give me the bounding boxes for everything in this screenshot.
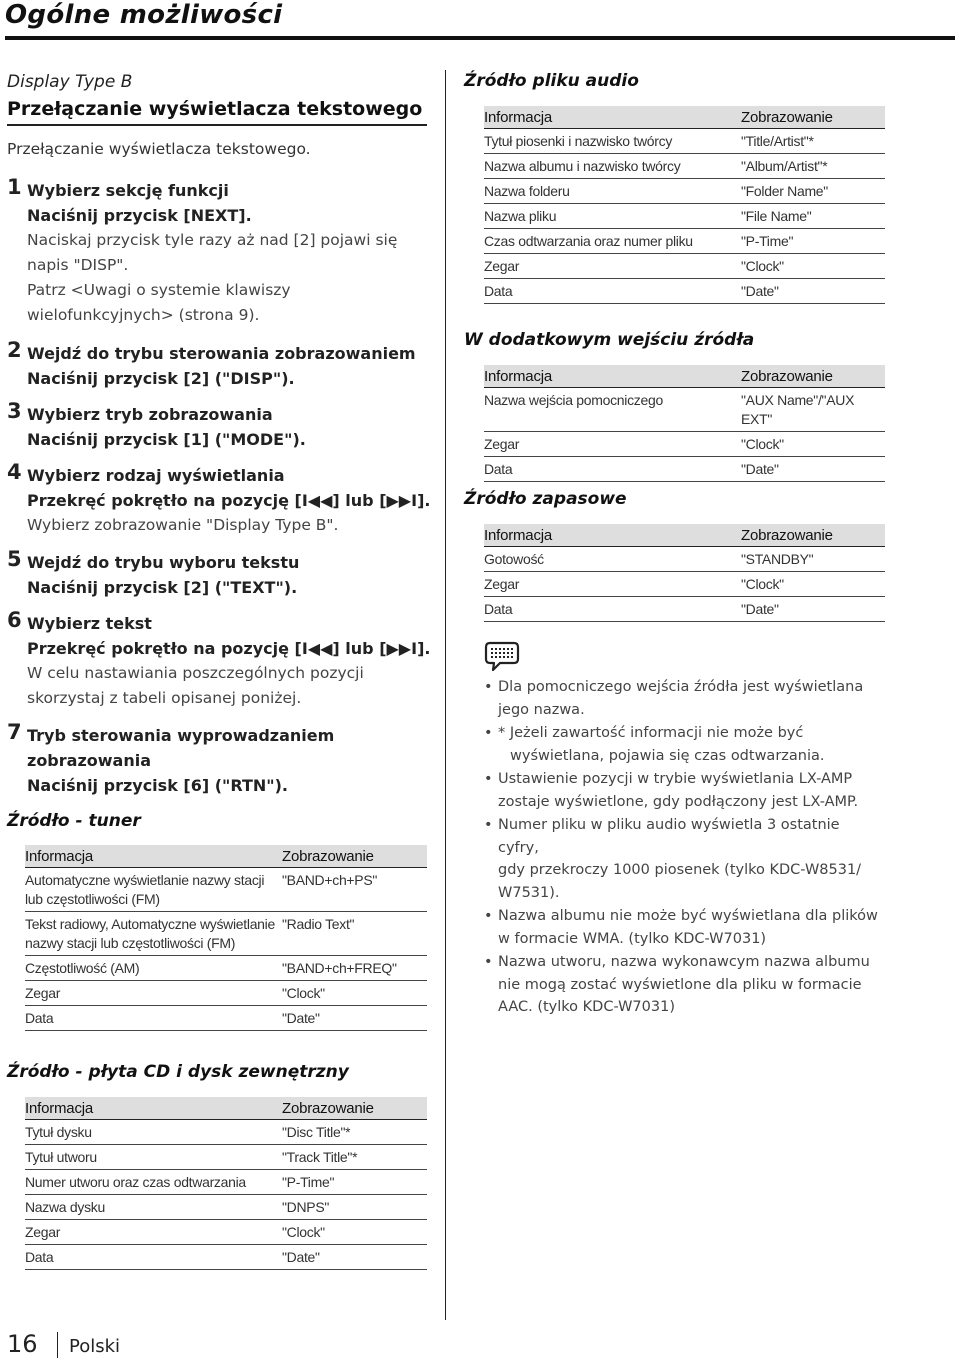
cd-table: [25, 1097, 427, 1270]
step-title: Wybierz tekst: [27, 614, 152, 633]
table-cell: "Date": [282, 1245, 427, 1270]
table-cell: "STANDBY": [741, 547, 885, 572]
step-title: Wybierz sekcję funkcji: [27, 181, 229, 200]
table-header-row: [484, 106, 885, 129]
step-action: Przekręć pokrętło na pozycję [I◀◀] lub [▶▶I].: [27, 491, 431, 510]
page-header: [5, 0, 955, 40]
step-note: Patrz <Uwagi o systemie klawiszy: [27, 281, 291, 299]
tuner-title: Źródło - tuner: [7, 811, 141, 831]
table-header-cell: Zobrazowanie: [741, 524, 885, 547]
table-row: [484, 204, 885, 229]
step-title: Tryb sterowania wyprowadzaniem: [27, 726, 335, 745]
table-cell: Zegar: [484, 432, 741, 457]
table-cell: "Clock": [282, 1220, 427, 1245]
table-cell: Częstotliwość (AM): [25, 956, 282, 981]
footer-language: Polski: [69, 1336, 121, 1357]
section-title: Przełączanie wyświetlacza tekstowego: [7, 98, 427, 126]
tuner-table: [25, 845, 427, 1031]
table-cell: Nazwa albumu i nazwisko twórcy: [484, 154, 741, 179]
note-item: • Ustawienie pozycji w trybie wyświetlania LX-AMP zostaje wyświetlone, gdy podłączony jest LX-AMP.: [484, 771, 859, 810]
note-item: • Nazwa utworu, nazwa wykonawcym nazwa albumu nie mogą zostać wyświetlone dla pliku w formacie AAC. (tylko KDC-W7031): [484, 954, 870, 1015]
table-row: [25, 868, 427, 912]
table-header-cell: Zobrazowanie: [741, 365, 885, 388]
table-row: [484, 572, 885, 597]
table-cell: Tytuł dysku: [25, 1120, 282, 1145]
step-number: 5: [7, 547, 22, 571]
note-item: • Dla pomocniczego wejścia źródła jest wyświetlana jego nazwa.: [484, 679, 864, 718]
step-action: Naciśnij przycisk [2] ("DISP").: [27, 369, 295, 388]
notes-speech-icon: [484, 640, 520, 672]
table-cell: "Track Title"*: [282, 1145, 427, 1170]
step-action: Przekręć pokrętło na pozycję [I◀◀] lub [▶▶I].: [27, 639, 431, 658]
table-cell: "Radio Text": [282, 912, 427, 956]
table-header-row: [25, 845, 427, 868]
table-cell: "Folder Name": [741, 179, 885, 204]
table-row: [25, 956, 427, 981]
table-cell: "DNPS": [282, 1195, 427, 1220]
table-cell: "Clock": [741, 572, 885, 597]
table-header-cell: Zobrazowanie: [282, 845, 427, 868]
table-cell: "Date": [741, 597, 885, 622]
step-action: Naciśnij przycisk [6] ("RTN").: [27, 776, 289, 795]
table-cell: Data: [484, 597, 741, 622]
table-row: [484, 547, 885, 572]
table-cell: Zegar: [25, 1220, 282, 1245]
table-cell: Nazwa folderu: [484, 179, 741, 204]
table-row: [484, 597, 885, 622]
step-3: [7, 399, 432, 452]
table-cell: "AUX Name"/"AUX EXT": [741, 388, 885, 432]
table-header-cell: Informacja: [484, 524, 741, 547]
table-row: [25, 912, 427, 956]
footer-divider: [57, 1332, 58, 1358]
page-title: Ogólne możliwości: [5, 0, 283, 30]
table-header-cell: Informacja: [484, 365, 741, 388]
table-row: [484, 432, 885, 457]
step-note: napis "DISP".: [27, 256, 129, 274]
audio-table: [484, 106, 885, 304]
step-title: Wejdź do trybu sterowania zobrazowaniem: [27, 344, 416, 363]
table-header-cell: Informacja: [25, 845, 282, 868]
table-cell: Zegar: [484, 254, 741, 279]
note-item: • Nazwa albumu nie może być wyświetlana dla plików w formacie WMA. (tylko KDC-W7031): [484, 908, 878, 947]
step-7: [7, 720, 432, 798]
table-row: [484, 388, 885, 432]
step-note: wielofunkcyjnych> (strona 9).: [27, 306, 260, 324]
table-cell: "P-Time": [282, 1170, 427, 1195]
table-cell: Numer utworu oraz czas odtwarzania: [25, 1170, 282, 1195]
column-divider: [445, 70, 446, 1320]
audio-title: Źródło pliku audio: [464, 71, 639, 91]
table-header-row: [484, 524, 885, 547]
standby-title: Źródło zapasowe: [464, 489, 627, 509]
table-cell: "BAND+ch+FREQ": [282, 956, 427, 981]
step-2: [7, 338, 432, 391]
table-row: [25, 1245, 427, 1270]
table-row: [25, 1145, 427, 1170]
step-note: skorzystaj z tabeli opisanej poniżej.: [27, 689, 302, 707]
table-row: [484, 457, 885, 482]
table-row: [484, 129, 885, 154]
step-note: Naciskaj przycisk tyle razy aż nad [2] pojawi się: [27, 231, 398, 249]
step-note: Wybierz zobrazowanie "Display Type B".: [27, 516, 339, 534]
table-cell: "File Name": [741, 204, 885, 229]
cd-title: Źródło - płyta CD i dysk zewnętrzny: [7, 1062, 349, 1082]
table-cell: "Clock": [741, 254, 885, 279]
step-title: Wybierz tryb zobrazowania: [27, 405, 273, 424]
step-6: [7, 608, 432, 711]
step-title: Wybierz rodzaj wyświetlania: [27, 466, 285, 485]
table-cell: Data: [484, 457, 741, 482]
step-number: 6: [7, 608, 22, 632]
step-action: Naciśnij przycisk [NEXT].: [27, 206, 252, 225]
step-number: 4: [7, 460, 22, 484]
step-5: [7, 547, 432, 600]
table-cell: "Album/Artist"*: [741, 154, 885, 179]
table-cell: "Date": [741, 279, 885, 304]
step-number: 2: [7, 338, 22, 362]
table-cell: "BAND+ch+PS": [282, 868, 427, 912]
table-row: [484, 254, 885, 279]
step-number: 3: [7, 399, 22, 423]
step-4: [7, 460, 432, 538]
aux-table: [484, 365, 885, 482]
table-cell: "Clock": [741, 432, 885, 457]
table-cell: "Date": [741, 457, 885, 482]
table-row: [25, 1170, 427, 1195]
note-item: • Numer pliku w pliku audio wyświetla 3 ostatnie cyfry, gdy przekroczy 1000 piosenek (tylko KDC-W8531/ W7531).: [484, 817, 862, 901]
table-row: [25, 1220, 427, 1245]
table-header-cell: Informacja: [25, 1097, 282, 1120]
step-action: Naciśnij przycisk [1] ("MODE").: [27, 430, 306, 449]
table-cell: Nazwa dysku: [25, 1195, 282, 1220]
table-cell: "Disc Title"*: [282, 1120, 427, 1145]
step-number: 7: [7, 720, 22, 744]
notes-list: [484, 676, 884, 1020]
table-header-cell: Zobrazowanie: [741, 106, 885, 129]
standby-table: [484, 524, 885, 622]
step-action: Naciśnij przycisk [2] ("TEXT").: [27, 578, 298, 597]
step-1: [7, 175, 432, 328]
table-row: [25, 1195, 427, 1220]
table-row: [25, 1006, 427, 1031]
table-cell: Data: [25, 1006, 282, 1031]
table-cell: Data: [484, 279, 741, 304]
table-cell: Tytuł piosenki i nazwisko twórcy: [484, 129, 741, 154]
table-row: [484, 229, 885, 254]
table-cell: "Title/Artist"*: [741, 129, 885, 154]
table-row: [25, 1120, 427, 1145]
table-cell: Zegar: [484, 572, 741, 597]
table-cell: Czas odtwarzania oraz numer pliku: [484, 229, 741, 254]
aux-title: W dodatkowym wejściu źródła: [464, 330, 755, 350]
step-note: W celu nastawiania poszczególnych pozycji: [27, 664, 364, 682]
table-cell: Tekst radiowy, Automatyczne wyświetlanie nazwy stacji lub częstotliwości (FM): [25, 912, 282, 956]
table-header-cell: Zobrazowanie: [282, 1097, 427, 1120]
step-title: Wejdź do trybu wyboru tekstu: [27, 553, 300, 572]
table-cell: "P-Time": [741, 229, 885, 254]
display-type-label: Display Type B: [7, 72, 133, 92]
intro-text: Przełączanie wyświetlacza tekstowego.: [7, 140, 311, 158]
table-header-row: [25, 1097, 427, 1120]
table-cell: Nazwa wejścia pomocniczego: [484, 388, 741, 432]
table-header-row: [484, 365, 885, 388]
table-row: [25, 981, 427, 1006]
page-number: 16: [7, 1330, 38, 1358]
table-cell: Zegar: [25, 981, 282, 1006]
step-number: 1: [7, 175, 22, 199]
note-item: • * Jeżeli zawartość informacji nie może być wyświetlana, pojawia się czas odtwarzania.: [484, 725, 825, 764]
table-cell: "Clock": [282, 981, 427, 1006]
step-title: zobrazowania: [27, 751, 151, 770]
table-header-cell: Informacja: [484, 106, 741, 129]
table-row: [484, 179, 885, 204]
table-cell: Gotowość: [484, 547, 741, 572]
table-cell: Nazwa pliku: [484, 204, 741, 229]
table-cell: Automatyczne wyświetlanie nazwy stacji lub częstotliwości (FM): [25, 868, 282, 912]
table-row: [484, 279, 885, 304]
table-row: [484, 154, 885, 179]
table-cell: Data: [25, 1245, 282, 1270]
table-cell: "Date": [282, 1006, 427, 1031]
table-cell: Tytuł utworu: [25, 1145, 282, 1170]
